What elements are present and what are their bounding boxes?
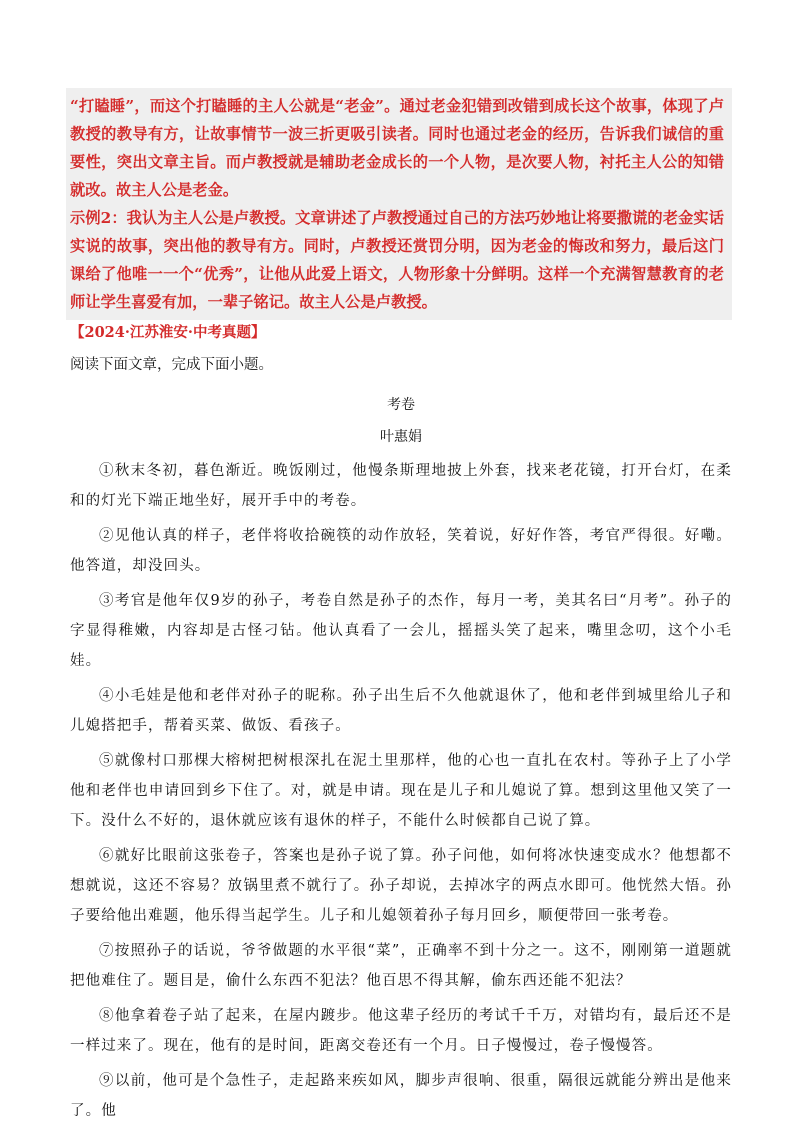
exam-source-tag: 【2024·江苏淮安·中考真题】 <box>70 324 266 341</box>
answer-paragraph: 示例2：我认为主人公是卢教授。文章讲述了卢教授通过自己的方法巧妙地让将要撒谎的老金实话实说的故事，突出他的教导有方。同时，卢教授还赏罚分明，因为老金的悔改和努力，最后这门课给了他唯一一个“优秀”，让他从此爱上语文，人物形象十分鲜明。这样一个充满智慧教育的老师让学生喜爱有加，一辈子铭记。故主人公是卢教授。 <box>70 209 724 311</box>
article-author: 叶惠娟 <box>380 429 422 445</box>
article-body <box>70 456 732 1126</box>
article-paragraph: ④小毛娃是他和老伴对孙子的昵称。孙子出生后不久他就退休了，他和老伴到城里给儿子和儿媳搭把手，帮着买菜、做饭、看孩子。 <box>70 688 732 734</box>
article-title: 考卷 <box>387 397 415 413</box>
article-paragraph: ③考官是他年仅9岁的孙子，考卷自然是孙子的杰作，每月一考，美其名曰“月考”。孙子的字显得稚嫩，内容却是古怪刁钻。他认真看了一会儿，摇摇头笑了起来，嘴里念叨，这个小毛娃。 <box>70 593 732 669</box>
document-page <box>70 88 732 1131</box>
article-paragraph: ⑧他拿着卷子站了起来，在屋内踱步。他这辈子经历的考试千千万，对错均有，最后还不是一样过来了。现在，他有的是时间，距离交卷还有一个月。日子慢慢过，卷子慢慢答。 <box>70 1008 732 1054</box>
answer-explanation-box <box>66 88 732 320</box>
article-paragraph: ②见他认真的样子，老伴将收拾碗筷的动作放轻，笑着说，好好作答，考官严得很。好嘞。他答道，却没回头。 <box>70 528 732 574</box>
article-paragraph: ①秋末冬初，暮色渐近。晚饭刚过，他慢条斯理地披上外套，找来老花镜，打开台灯，在柔和的灯光下端正地坐好，展开手中的考卷。 <box>70 463 732 509</box>
article-paragraph: ⑤就像村口那棵大榕树把树根深扎在泥土里那样，他的心也一直扎在农村。等孙子上了小学他和老伴也申请回到乡下住了。对，就是申请。现在是儿子和儿媳说了算。想到这里他又笑了一下。没什么不好的，退休就应该有退休的样子，不能什么时候都自己说了算。 <box>70 753 732 829</box>
article-paragraph: ⑥就好比眼前这张卷子，答案也是孙子说了算。孙子问他，如何将冰快速变成水？他想都不想就说，这还不容易？放锅里煮不就行了。孙子却说，去掉冰字的两点水即可。他恍然大悟。孙子要给他出难题，他乐得当起学生。儿子和儿媳领着孙子每月回乡，顺便带回一张考卷。 <box>70 848 732 924</box>
article-paragraph: ⑨以前，他可是个急性子，走起路来疾如风，脚步声很响、很重，隔很远就能分辨出是他来了。他 <box>70 1073 732 1119</box>
answer-paragraph: “打瞌睡”，而这个打瞌睡的主人公就是“老金”。通过老金犯错到改错到成长这个故事，体现了卢教授的教导有方，让故事情节一波三折更吸引读者。同时也通过老金的经历，告诉我们诚信的重要性，突出文章主旨。而卢教授就是辅助老金成长的一个人物，是次要人物，衬托主人公的知错就改。故主人公是老金。 <box>70 97 724 199</box>
reading-instruction: 阅读下面文章，完成下面小题。 <box>70 357 273 373</box>
article-paragraph: ⑦按照孙子的话说，爷爷做题的水平很“菜”，正确率不到十分之一。这不，刚刚第一道题就把他难住了。题目是，偷什么东西不犯法？他百思不得其解，偷东西还能不犯法？ <box>70 943 732 989</box>
